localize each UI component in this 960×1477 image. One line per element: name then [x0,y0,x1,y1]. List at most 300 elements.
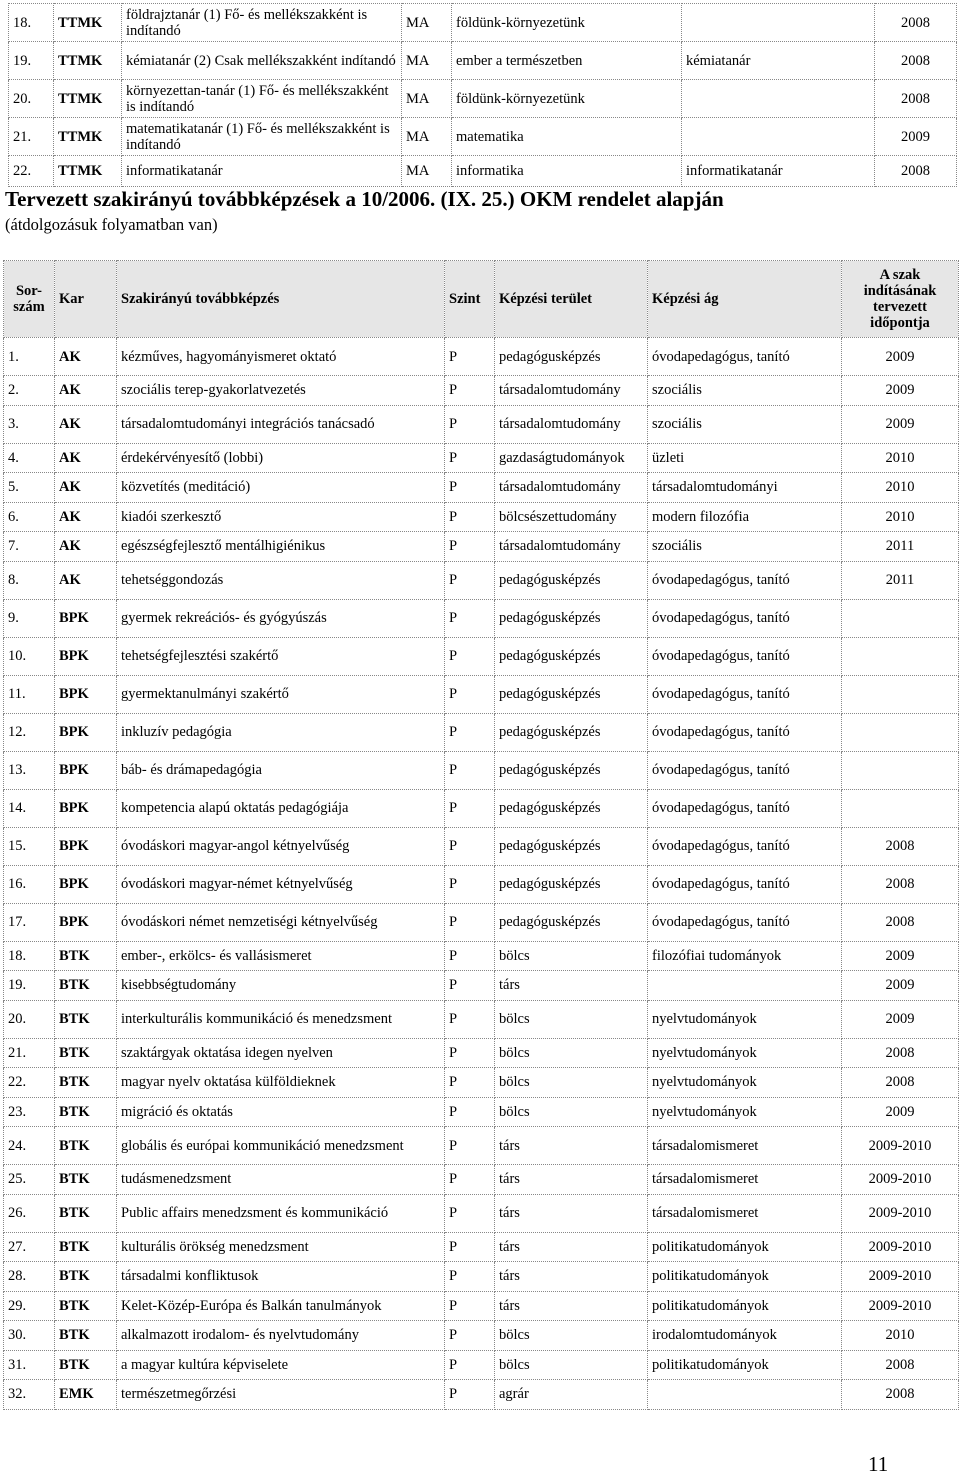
row-branch: informatikatanár [682,156,875,187]
row-branch: társadalomismeret [648,1165,842,1195]
row-faculty: BPK [55,675,117,713]
row-faculty: AK [55,443,117,473]
row-name: informatikatanár [122,156,402,187]
row-field: ember a természetben [452,42,682,80]
row-name: alkalmazott irodalom- és nyelvtudomány [117,1321,445,1351]
row-faculty: BPK [55,751,117,789]
row-branch: kémiatanár [682,42,875,80]
row-faculty: BTK [55,1038,117,1068]
row-branch: társadalomismeret [648,1127,842,1165]
row-branch: óvodapedagógus, tanító [648,827,842,865]
row-field: gazdaságtudományok [495,443,648,473]
table-row [4,599,959,637]
row-name: inkluzív pedagógia [117,713,445,751]
row-level: P [445,1165,495,1195]
row-year: 2008 [842,903,959,941]
section-subtitle: (átdolgozásuk folyamatban van) [5,215,218,234]
table-row [4,789,959,827]
row-year [842,675,959,713]
row-name: érdekérvényesítő (lobbi) [117,443,445,473]
row-branch [682,4,875,42]
row-number: 28. [4,1262,55,1292]
table-row [4,532,959,562]
table-row [4,376,959,406]
row-year: 2009 [842,405,959,443]
row-year: 2009 [842,1097,959,1127]
header-ag: Képzési ág [648,261,842,338]
row-number: 7. [4,532,55,562]
row-name: földrajztanár (1) Fő- és mellékszakként is indítandó [122,4,402,42]
row-faculty: AK [55,473,117,503]
row-faculty: TTMK [54,4,122,42]
header-sorszam: Sor-szám [4,261,55,338]
row-number: 18. [9,4,54,42]
row-year: 2008 [842,865,959,903]
page-number: 11 [868,1452,889,1476]
row-number: 24. [4,1127,55,1165]
row-name: interkulturális kommunikáció és menedzsment [117,1000,445,1038]
table-row [4,1000,959,1038]
row-field: társadalomtudomány [495,473,648,503]
header-row [4,261,959,338]
row-number: 14. [4,789,55,827]
row-year: 2010 [842,443,959,473]
row-level: P [445,599,495,637]
row-faculty: BTK [55,1291,117,1321]
row-name: ember-, erkölcs- és vallásismeret [117,941,445,971]
row-number: 19. [4,971,55,1001]
row-number: 10. [4,637,55,675]
table-row [9,4,957,42]
row-year: 2009 [842,376,959,406]
row-branch: szociális [648,376,842,406]
row-name: társadalomtudományi integrációs tanácsadó [117,405,445,443]
table-row [4,1232,959,1262]
header-ido: A szak indításának tervezett időpontja [842,261,959,338]
row-number: 20. [9,80,54,118]
row-field: pedagógusképzés [495,789,648,827]
row-branch: szociális [648,405,842,443]
table-row [9,118,957,156]
table-row [4,1165,959,1195]
row-branch: filozófiai tudományok [648,941,842,971]
row-branch: óvodapedagógus, tanító [648,675,842,713]
row-name: a magyar kultúra képviselete [117,1350,445,1380]
row-level: P [445,1380,495,1410]
row-number: 26. [4,1194,55,1232]
row-faculty: BTK [55,1000,117,1038]
row-year: 2009 [842,941,959,971]
row-field: bölcs [495,1350,648,1380]
row-faculty: BTK [55,941,117,971]
top-table [8,3,957,187]
row-branch: szociális [648,532,842,562]
row-name: kisebbségtudomány [117,971,445,1001]
row-faculty: BTK [55,971,117,1001]
row-branch: nyelvtudományok [648,1097,842,1127]
row-number: 15. [4,827,55,865]
row-name: tehetséggondozás [117,561,445,599]
row-field: társ [495,1127,648,1165]
row-faculty: BPK [55,827,117,865]
row-name: óvodáskori német nemzetiségi kétnyelvűség [117,903,445,941]
row-field: bölcsészettudomány [495,502,648,532]
row-name: tudásmenedzsment [117,1165,445,1195]
row-branch: irodalomtudományok [648,1321,842,1351]
row-field: informatika [452,156,682,187]
row-year: 2008 [842,1350,959,1380]
row-level: P [445,338,495,376]
row-level: P [445,405,495,443]
row-level: P [445,971,495,1001]
row-year: 2008 [842,1380,959,1410]
row-branch: óvodapedagógus, tanító [648,865,842,903]
row-field: pedagógusképzés [495,599,648,637]
table-row [4,827,959,865]
table-row [4,865,959,903]
row-field: pedagógusképzés [495,713,648,751]
row-year: 2011 [842,561,959,599]
row-field: pedagógusképzés [495,903,648,941]
row-level: MA [402,156,452,187]
table-row [4,713,959,751]
row-branch: üzleti [648,443,842,473]
row-level: P [445,443,495,473]
row-level: P [445,1194,495,1232]
header-name: Szakirányú továbbképzés [117,261,445,338]
row-year: 2008 [875,4,957,42]
row-field: társ [495,1165,648,1195]
row-field: bölcs [495,1038,648,1068]
row-number: 22. [9,156,54,187]
row-level: P [445,1038,495,1068]
row-branch: társadalomtudományi [648,473,842,503]
header-kar: Kar [55,261,117,338]
row-name: természetmegőrzési [117,1380,445,1410]
row-faculty: TTMK [54,42,122,80]
table-row [4,405,959,443]
row-number: 21. [9,118,54,156]
row-year: 2009 [842,1000,959,1038]
row-faculty: BPK [55,713,117,751]
row-branch [648,971,842,1001]
row-level: MA [402,4,452,42]
row-branch: modern filozófia [648,502,842,532]
table-row [4,1262,959,1292]
row-branch: nyelvtudományok [648,1000,842,1038]
row-name: báb- és drámapedagógia [117,751,445,789]
row-name: szociális terep-gyakorlatvezetés [117,376,445,406]
row-level: P [445,1127,495,1165]
row-year: 2008 [842,1068,959,1098]
row-year: 2009-2010 [842,1232,959,1262]
row-branch: óvodapedagógus, tanító [648,713,842,751]
table-row [4,1127,959,1165]
row-branch: társadalomismeret [648,1194,842,1232]
row-branch: óvodapedagógus, tanító [648,903,842,941]
row-number: 3. [4,405,55,443]
row-level: P [445,376,495,406]
row-year: 2009-2010 [842,1165,959,1195]
row-faculty: TTMK [54,156,122,187]
row-number: 21. [4,1038,55,1068]
row-faculty: AK [55,376,117,406]
row-faculty: BTK [55,1068,117,1098]
row-faculty: BTK [55,1262,117,1292]
row-number: 18. [4,941,55,971]
row-faculty: TTMK [54,80,122,118]
row-name: óvodáskori magyar-angol kétnyelvűség [117,827,445,865]
row-number: 6. [4,502,55,532]
row-name: gyermek rekreációs- és gyógyúszás [117,599,445,637]
table-row [4,1291,959,1321]
row-faculty: BPK [55,599,117,637]
row-faculty: BTK [55,1350,117,1380]
section-title: Tervezett szakirányú továbbképzések a 10/2006. (IX. 25.) OKM rendelet alapján [5,187,724,211]
row-level: P [445,502,495,532]
row-level: P [445,1291,495,1321]
row-name: egészségfejlesztő mentálhigiénikus [117,532,445,562]
row-level: P [445,1262,495,1292]
row-year: 2009 [842,971,959,1001]
row-year: 2011 [842,532,959,562]
row-year: 2008 [875,156,957,187]
row-field: matematika [452,118,682,156]
row-level: P [445,941,495,971]
row-level: P [445,751,495,789]
row-field: társ [495,1232,648,1262]
row-faculty: BPK [55,903,117,941]
row-number: 25. [4,1165,55,1195]
header-szint: Szint [445,261,495,338]
row-name: migráció és oktatás [117,1097,445,1127]
row-field: pedagógusképzés [495,637,648,675]
row-name: környezettan-tanár (1) Fő- és mellékszakként is indítandó [122,80,402,118]
row-year: 2009-2010 [842,1194,959,1232]
table-row [4,1097,959,1127]
row-name: kiadói szerkesztő [117,502,445,532]
row-field: bölcs [495,941,648,971]
row-faculty: BTK [55,1232,117,1262]
row-field: pedagógusképzés [495,865,648,903]
row-level: P [445,1097,495,1127]
row-name: közvetítés (meditáció) [117,473,445,503]
row-level: P [445,789,495,827]
row-field: pedagógusképzés [495,827,648,865]
row-name: globális és európai kommunikáció menedzsment [117,1127,445,1165]
row-year: 2008 [842,1038,959,1068]
row-level: P [445,532,495,562]
row-branch: nyelvtudományok [648,1038,842,1068]
row-name: matematikatanár (1) Fő- és mellékszakként is indítandó [122,118,402,156]
row-level: P [445,713,495,751]
main-table [3,260,959,1410]
row-field: pedagógusképzés [495,561,648,599]
row-field: társ [495,1194,648,1232]
row-year: 2009 [842,338,959,376]
table-row [4,443,959,473]
row-name: Kelet-Közép-Európa és Balkán tanulmányok [117,1291,445,1321]
row-faculty: BTK [55,1321,117,1351]
row-year [842,599,959,637]
row-number: 22. [4,1068,55,1098]
row-name: kézműves, hagyományismeret oktató [117,338,445,376]
table-row [4,1068,959,1098]
row-year: 2008 [875,80,957,118]
row-number: 31. [4,1350,55,1380]
row-field: pedagógusképzés [495,675,648,713]
row-faculty: AK [55,405,117,443]
table-row [4,338,959,376]
row-faculty: BTK [55,1097,117,1127]
row-level: P [445,675,495,713]
table-row [4,1321,959,1351]
row-branch: politikatudományok [648,1291,842,1321]
row-name: kompetencia alapú oktatás pedagógiája [117,789,445,827]
row-number: 9. [4,599,55,637]
row-field: földünk-környezetünk [452,80,682,118]
row-number: 30. [4,1321,55,1351]
row-branch: politikatudományok [648,1232,842,1262]
table-row [4,941,959,971]
row-branch: óvodapedagógus, tanító [648,751,842,789]
header-terulet: Képzési terület [495,261,648,338]
row-year: 2008 [875,42,957,80]
row-field: pedagógusképzés [495,751,648,789]
row-faculty: AK [55,561,117,599]
row-level: P [445,561,495,599]
row-level: P [445,827,495,865]
row-faculty: EMK [55,1380,117,1410]
row-level: P [445,1000,495,1038]
row-level: P [445,1068,495,1098]
row-faculty: BTK [55,1194,117,1232]
row-field: bölcs [495,1068,648,1098]
row-year [842,751,959,789]
row-year: 2009-2010 [842,1291,959,1321]
row-branch: óvodapedagógus, tanító [648,637,842,675]
row-field: pedagógusképzés [495,338,648,376]
table-row [4,1194,959,1232]
row-field: agrár [495,1380,648,1410]
row-name: szaktárgyak oktatása idegen nyelven [117,1038,445,1068]
row-faculty: BTK [55,1165,117,1195]
row-name: társadalmi konfliktusok [117,1262,445,1292]
row-number: 11. [4,675,55,713]
row-number: 4. [4,443,55,473]
row-level: P [445,1350,495,1380]
table-row [4,1350,959,1380]
table-row [9,156,957,187]
row-year [842,713,959,751]
row-field: bölcs [495,1321,648,1351]
table-row [4,675,959,713]
row-name: Public affairs menedzsment és kommunikáció [117,1194,445,1232]
row-faculty: BPK [55,865,117,903]
row-branch: óvodapedagógus, tanító [648,599,842,637]
row-number: 27. [4,1232,55,1262]
row-field: társ [495,1262,648,1292]
table-row [4,1038,959,1068]
table-row [4,903,959,941]
row-field: társ [495,971,648,1001]
row-faculty: AK [55,338,117,376]
row-level: MA [402,118,452,156]
row-number: 23. [4,1097,55,1127]
table-row [9,80,957,118]
row-faculty: BTK [55,1127,117,1165]
row-field: társadalomtudomány [495,405,648,443]
row-name: kulturális örökség menedzsment [117,1232,445,1262]
row-number: 12. [4,713,55,751]
row-level: MA [402,80,452,118]
table-row [4,561,959,599]
table-row [4,751,959,789]
row-branch: politikatudományok [648,1262,842,1292]
row-number: 8. [4,561,55,599]
row-field: földünk-környezetünk [452,4,682,42]
row-year [842,789,959,827]
row-faculty: BPK [55,637,117,675]
row-branch: óvodapedagógus, tanító [648,338,842,376]
row-field: bölcs [495,1097,648,1127]
row-branch: óvodapedagógus, tanító [648,561,842,599]
row-number: 29. [4,1291,55,1321]
row-number: 19. [9,42,54,80]
row-faculty: BPK [55,789,117,827]
table-row [9,42,957,80]
row-number: 20. [4,1000,55,1038]
table-row [4,473,959,503]
row-field: társ [495,1291,648,1321]
row-year: 2010 [842,1321,959,1351]
row-branch [682,80,875,118]
row-year: 2010 [842,473,959,503]
row-level: P [445,637,495,675]
row-year: 2008 [842,827,959,865]
row-faculty: AK [55,502,117,532]
row-year: 2009-2010 [842,1127,959,1165]
row-branch [648,1380,842,1410]
row-year: 2009-2010 [842,1262,959,1292]
table-row [4,971,959,1001]
row-branch: politikatudományok [648,1350,842,1380]
row-level: P [445,903,495,941]
row-level: P [445,1321,495,1351]
row-faculty: AK [55,532,117,562]
row-number: 13. [4,751,55,789]
row-year: 2009 [875,118,957,156]
row-field: társadalomtudomány [495,376,648,406]
row-number: 2. [4,376,55,406]
row-field: társadalomtudomány [495,532,648,562]
row-name: kémiatanár (2) Csak mellékszakként indítandó [122,42,402,80]
row-name: tehetségfejlesztési szakértő [117,637,445,675]
row-branch [682,118,875,156]
row-name: óvodáskori magyar-német kétnyelvűség [117,865,445,903]
row-level: P [445,1232,495,1262]
row-faculty: TTMK [54,118,122,156]
row-level: P [445,473,495,503]
row-level: MA [402,42,452,80]
table-row [4,637,959,675]
table-row [4,1380,959,1410]
row-year: 2010 [842,502,959,532]
row-name: gyermektanulmányi szakértő [117,675,445,713]
row-number: 17. [4,903,55,941]
row-number: 5. [4,473,55,503]
row-field: bölcs [495,1000,648,1038]
